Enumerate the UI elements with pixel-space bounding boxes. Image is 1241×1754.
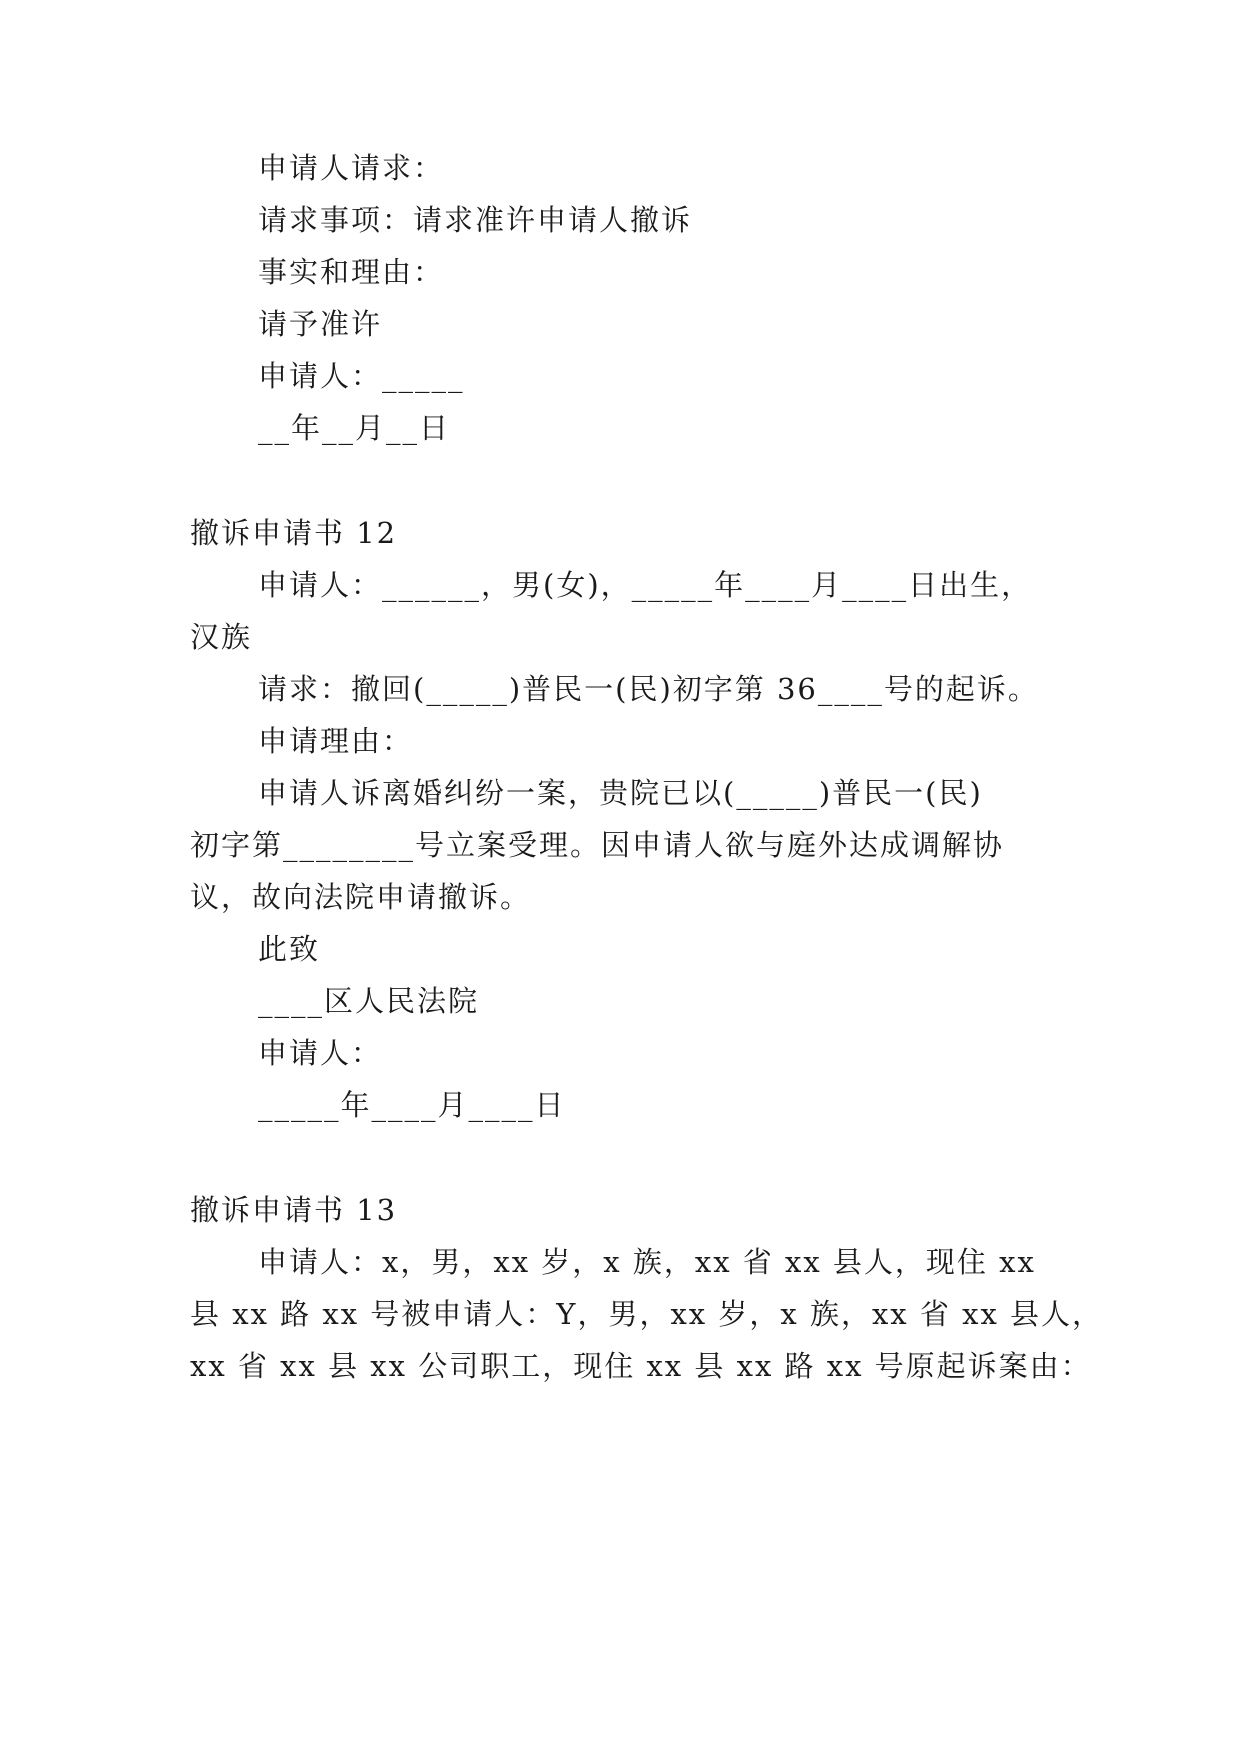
section13-line3: xx 省 xx 县 xx 公司职工，现住 xx 县 xx 路 xx 号原起诉案由： bbox=[190, 1349, 1092, 1383]
reason-heading: 申请理由： bbox=[258, 724, 414, 758]
reason-line3: 议，故向法院申请撤诉。 bbox=[190, 880, 532, 914]
facts-heading: 事实和理由： bbox=[258, 255, 445, 289]
date-line-12: _____年____月____日 bbox=[258, 1088, 566, 1122]
approve-text: 请予准许 bbox=[258, 307, 383, 341]
applicant-info-line2: 汉族 bbox=[190, 620, 253, 654]
reason-line2: 初字第________号立案受理。因申请人欲与庭外达成调解协 bbox=[190, 828, 1005, 862]
date-line: __年__月__日 bbox=[258, 411, 451, 445]
request-text: 请求：撤回(_____)普民一(民)初字第 36____号的起诉。 bbox=[258, 672, 1039, 706]
section13-line1: 申请人：x，男，xx 岁，x 族，xx 省 xx 县人，现住 xx bbox=[258, 1245, 1036, 1279]
applicant-signature: 申请人：_____ bbox=[258, 359, 465, 393]
section-title-13: 撤诉申请书 13 bbox=[190, 1193, 398, 1227]
reason-line1: 申请人诉离婚纠纷一案，贵院已以(_____)普民一(民) bbox=[258, 776, 983, 810]
applicant-signature-12: 申请人： bbox=[258, 1036, 383, 1070]
salutation: 此致 bbox=[258, 932, 321, 966]
applicant-info-line1: 申请人：______，男(女)，_____年____月____日出生， bbox=[258, 568, 1033, 602]
request-heading: 申请人请求： bbox=[258, 151, 445, 185]
section13-line2: 县 xx 路 xx 号被申请人：Y，男，xx 岁，x 族，xx 省 xx 县人， bbox=[190, 1297, 1104, 1331]
section-title-12: 撤诉申请书 12 bbox=[190, 516, 398, 550]
request-item: 请求事项：请求准许申请人撤诉 bbox=[258, 203, 693, 237]
court-name: ____区人民法院 bbox=[258, 984, 480, 1018]
